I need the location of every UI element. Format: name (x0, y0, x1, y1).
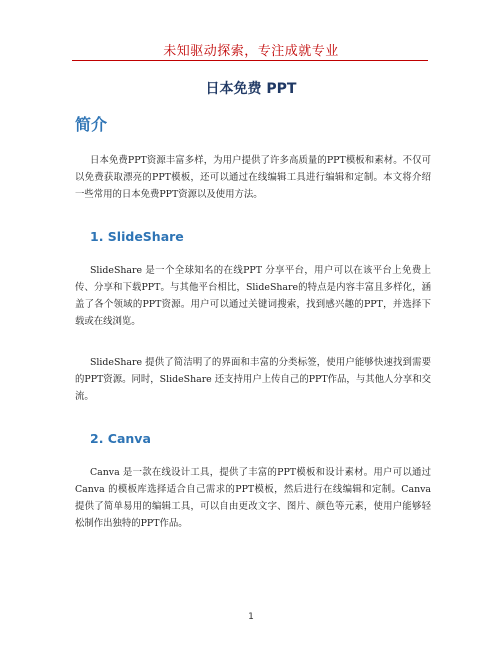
page-number: 1 (248, 612, 254, 622)
page-header: 未知驱动探索，专注成就专业 (163, 44, 339, 59)
header-divider (72, 60, 428, 61)
document-title: 日本免费 PPT (205, 81, 297, 97)
slideshare-paragraph-1: SlideShare 是一个全球知名的在线PPT 分享平台，用户可以在该平台上免费上传、分享和下载PPT。与其他平台相比，SlideShare的特点是内容丰富且多样化，涵盖了各个领域的PPT资源。用户可以通过关键词搜索，找到感兴趣的PPT，并选择下载或在线浏览。 (75, 265, 431, 327)
intro-heading: 简介 (75, 115, 108, 134)
intro-paragraph: 日本免费PPT资源丰富多样，为用户提供了许多高质量的PPT模板和素材。不仅可以免费获取漂亮的PPT模板，还可以通过在线编辑工具进行编辑和定制。本文将介绍一些常用的日本免费PPT资源以及使用方法。 (75, 155, 431, 200)
canva-paragraph-1: Canva 是一款在线设计工具，提供了丰富的PPT模板和设计素材。用户可以通过 Canva 的模板库选择适合自己需求的PPT模板，然后进行在线编辑和定制。Canva 提供了简单易用的编辑工具，可以自由更改文字、图片、颜色等元素，使用户能够轻松制作出独特的PPT作品。 (75, 467, 431, 529)
slideshare-paragraph-2: SlideShare 提供了简洁明了的界面和丰富的分类标签，使用户能够快速找到需要的PPT资源。同时，SlideShare 还支持用户上传自己的PPT作品，与其他人分享和交流。 (75, 357, 431, 402)
section-heading-canva: 2. Canva (90, 431, 151, 446)
section-heading-slideshare: 1. SlideShare (90, 229, 184, 244)
